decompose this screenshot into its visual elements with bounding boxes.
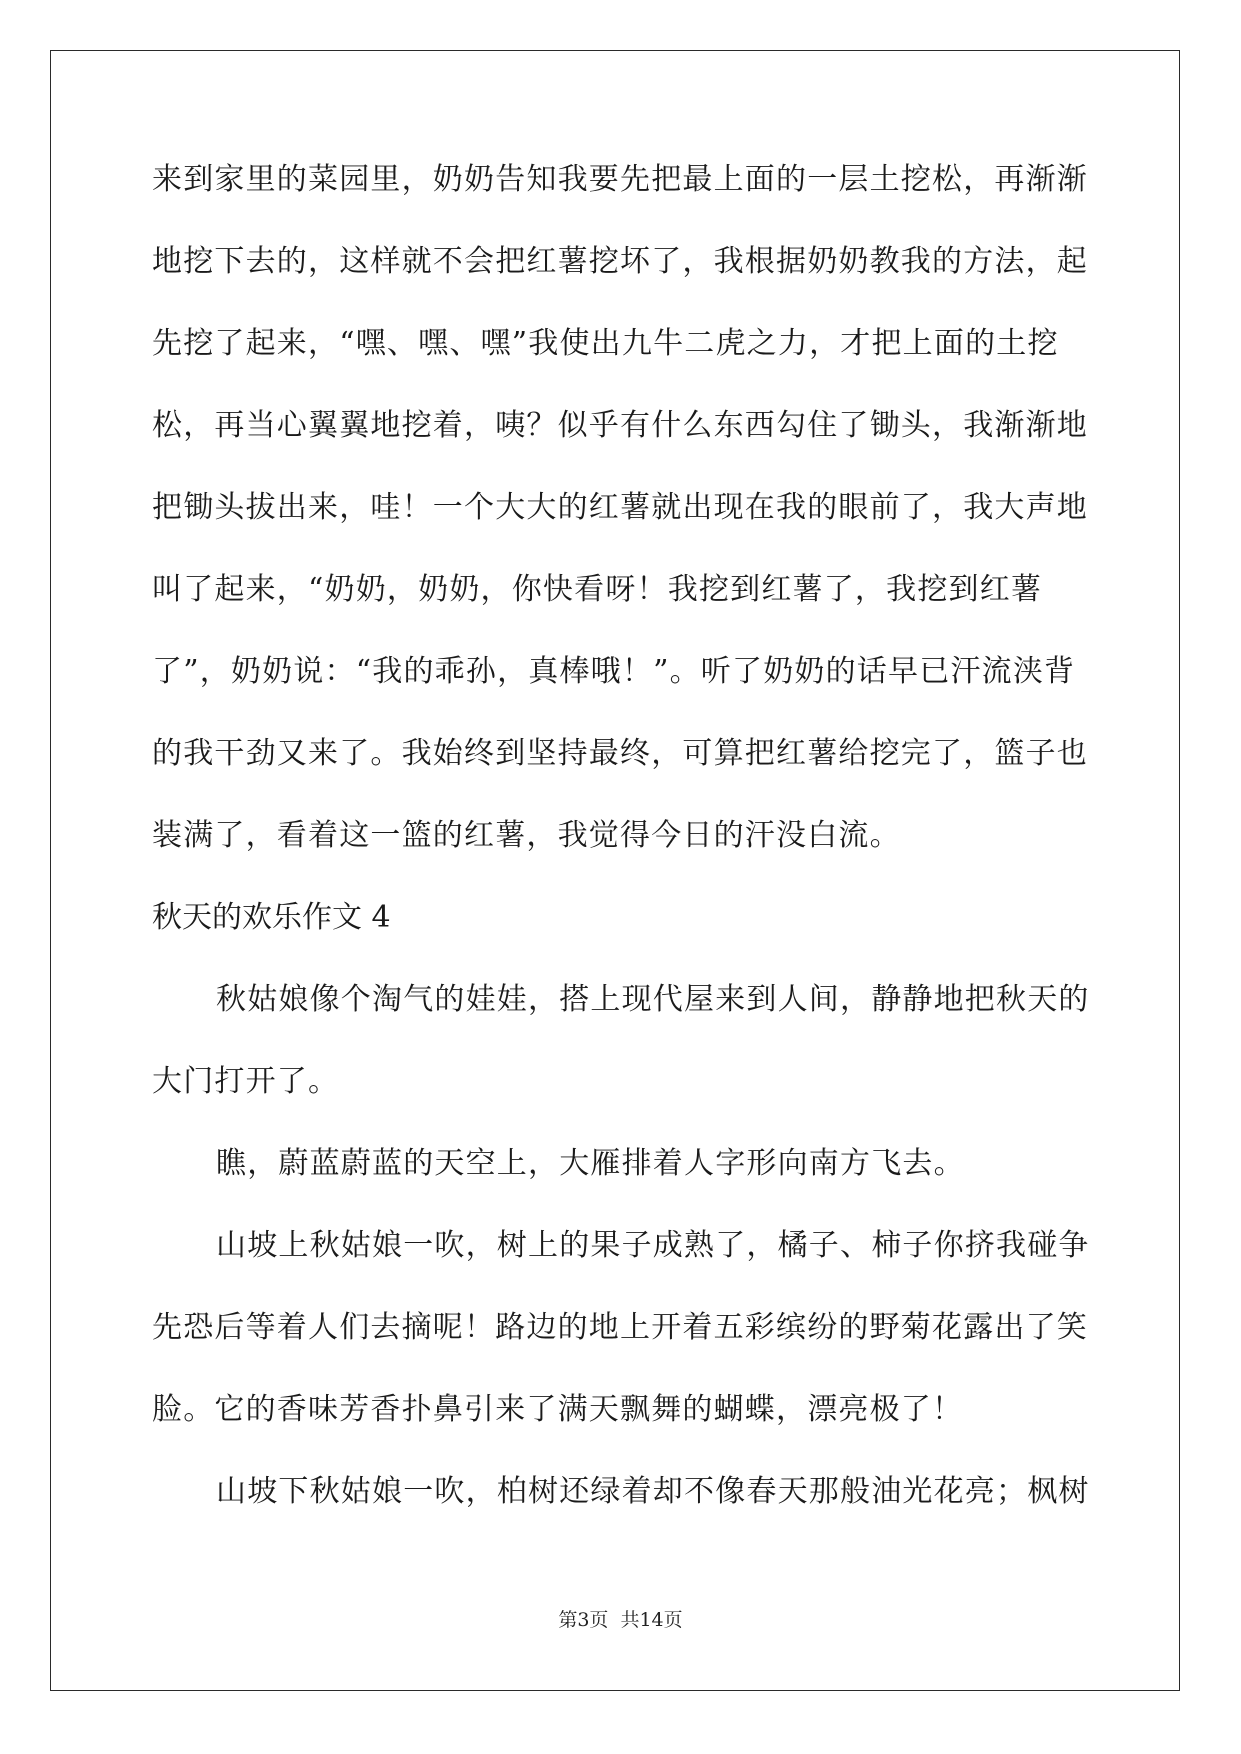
document-body bbox=[152, 160, 1088, 1554]
text-line: 地挖下去的，这样就不会把红薯挖坏了，我根据奶奶教我的方法，起 bbox=[152, 244, 1088, 279]
text-line: 来到家里的菜园里，奶奶告知我要先把最上面的一层土挖松，再渐渐 bbox=[152, 162, 1088, 197]
paragraph-start: 瞧，蔚蓝蔚蓝的天空上，大雁排着人字形向南方飞去。 bbox=[216, 1146, 965, 1181]
text-line: 松，再当心翼翼地挖着，咦？似乎有什么东西勾住了锄头，我渐渐地 bbox=[152, 408, 1088, 443]
total-pages: 共14页 bbox=[620, 1609, 683, 1631]
text-line: 脸。它的香味芳香扑鼻引来了满天飘舞的蝴蝶，漂亮极了！ bbox=[152, 1392, 964, 1427]
text-line: 装满了，看着这一篮的红薯，我觉得今日的汗没白流。 bbox=[152, 818, 901, 853]
text-line: 的我干劲又来了。我始终到坚持最终，可算把红薯给挖完了，篮子也 bbox=[152, 736, 1088, 771]
page-number: 第3页 bbox=[558, 1609, 609, 1631]
page-footer bbox=[0, 1605, 1241, 1632]
text-line: 了”，奶奶说：“我的乖孙，真棒哦！”。听了奶奶的话早已汗流浃背 bbox=[152, 654, 1076, 689]
paragraph-start: 山坡上秋姑娘一吹，树上的果子成熟了，橘子、柿子你挤我碰争 bbox=[216, 1228, 1090, 1263]
text-line: 大门打开了。 bbox=[152, 1064, 340, 1099]
paragraph-start: 秋姑娘像个淘气的娃娃，搭上现代屋来到人间，静静地把秋天的 bbox=[216, 982, 1090, 1017]
section-heading: 秋天的欢乐作文 4 bbox=[152, 900, 391, 935]
text-line: 先恐后等着人们去摘呢！路边的地上开着五彩缤纷的野菊花露出了笑 bbox=[152, 1310, 1088, 1345]
text-line: 把锄头拔出来，哇！一个大大的红薯就出现在我的眼前了，我大声地 bbox=[152, 490, 1088, 525]
paragraph-start: 山坡下秋姑娘一吹，柏树还绿着却不像春天那般油光花亮；枫树 bbox=[216, 1474, 1090, 1509]
text-line: 先挖了起来，“嘿、嘿、嘿”我使出九牛二虎之力，才把上面的土挖 bbox=[152, 326, 1059, 361]
text-line: 叫了起来，“奶奶，奶奶，你快看呀！我挖到红薯了，我挖到红薯 bbox=[152, 572, 1043, 607]
